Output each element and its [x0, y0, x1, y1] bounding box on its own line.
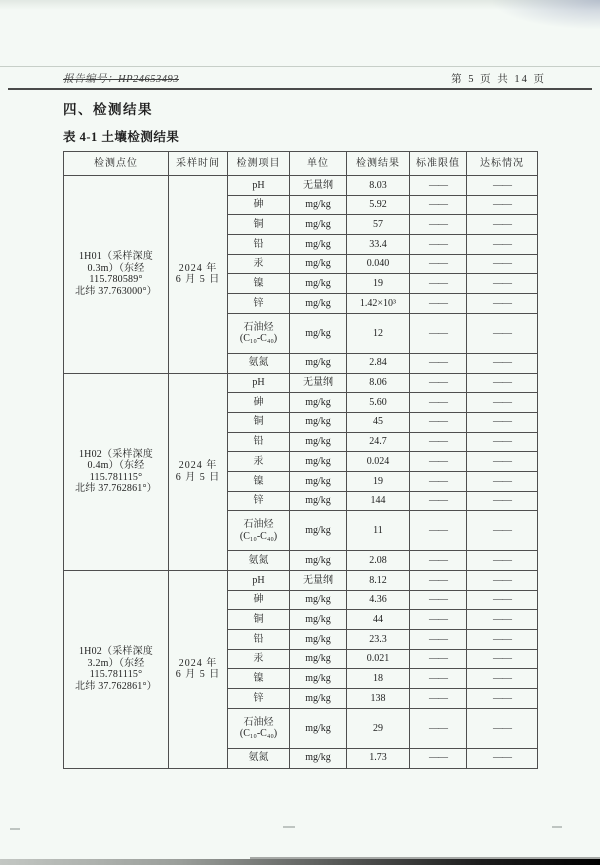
compliance-cell: ——: [467, 412, 538, 432]
compliance-cell: ——: [467, 373, 538, 393]
item-cell: 锌: [228, 491, 290, 511]
item-cell: 砷: [228, 393, 290, 413]
unit-cell: 无量纲: [290, 373, 347, 393]
result-cell: 29: [347, 708, 410, 748]
item-cell: 铜: [228, 610, 290, 630]
limit-cell: ——: [410, 412, 467, 432]
unit-cell: mg/kg: [290, 610, 347, 630]
limit-cell: ——: [410, 235, 467, 255]
limit-cell: ——: [410, 432, 467, 452]
item-cell: 铅: [228, 630, 290, 650]
limit-cell: ——: [410, 491, 467, 511]
unit-cell: mg/kg: [290, 353, 347, 373]
item-cell: pH: [228, 373, 290, 393]
compliance-cell: ——: [467, 176, 538, 196]
result-cell: 11: [347, 511, 410, 551]
unit-cell: mg/kg: [290, 294, 347, 314]
col-header-point: 检测点位: [64, 152, 169, 176]
unit-cell: mg/kg: [290, 551, 347, 571]
compliance-cell: ——: [467, 393, 538, 413]
time-line: 2024 年: [178, 657, 218, 669]
item-cell: [228, 313, 290, 353]
compliance-cell: ——: [467, 491, 538, 511]
unit-cell: mg/kg: [290, 649, 347, 669]
point-line: 115.780589°: [89, 274, 143, 286]
result-cell: 33.4: [347, 235, 410, 255]
compliance-cell: ——: [467, 748, 538, 768]
scan-speck: [552, 826, 562, 828]
limit-cell: ——: [410, 294, 467, 314]
limit-cell: ——: [410, 471, 467, 491]
item-cell: pH: [228, 571, 290, 591]
time-cell: [169, 571, 228, 769]
limit-cell: ——: [410, 649, 467, 669]
time-cell: [169, 176, 228, 374]
unit-cell: mg/kg: [290, 432, 347, 452]
item-cell: [228, 511, 290, 551]
unit-cell: mg/kg: [290, 748, 347, 768]
compliance-cell: ——: [467, 590, 538, 610]
unit-cell: mg/kg: [290, 511, 347, 551]
scan-speck: [283, 826, 295, 828]
col-header-time: 采样时间: [169, 152, 228, 176]
item-cell: 铜: [228, 412, 290, 432]
table-row: [64, 176, 538, 196]
unit-cell: mg/kg: [290, 274, 347, 294]
item-cell: 砷: [228, 195, 290, 215]
unit-cell: mg/kg: [290, 452, 347, 472]
item-cell: 氨氮: [228, 551, 290, 571]
compliance-cell: ——: [467, 610, 538, 630]
item-cell: 镍: [228, 669, 290, 689]
item-cell: pH: [228, 176, 290, 196]
item-subline: (C₁₀-C₄₀): [239, 333, 278, 345]
header-rule-main: [8, 88, 592, 90]
time-line: 2024 年: [178, 262, 218, 274]
point-cell: [64, 176, 169, 374]
item-cell: 镍: [228, 471, 290, 491]
compliance-cell: ——: [467, 452, 538, 472]
result-cell: 57: [347, 215, 410, 235]
unit-cell: mg/kg: [290, 215, 347, 235]
limit-cell: ——: [410, 353, 467, 373]
unit-cell: mg/kg: [290, 235, 347, 255]
compliance-cell: ——: [467, 294, 538, 314]
unit-cell: mg/kg: [290, 412, 347, 432]
unit-cell: 无量纲: [290, 176, 347, 196]
item-subline: (C₁₀-C₄₀): [239, 728, 278, 740]
limit-cell: ——: [410, 373, 467, 393]
compliance-cell: ——: [467, 235, 538, 255]
compliance-cell: ——: [467, 511, 538, 551]
point-line: 1H02（采样深度: [78, 448, 154, 460]
result-cell: 138: [347, 689, 410, 709]
limit-cell: ——: [410, 254, 467, 274]
item-subline: (C₁₀-C₄₀): [239, 530, 278, 542]
limit-cell: ——: [410, 195, 467, 215]
compliance-cell: ——: [467, 708, 538, 748]
time-line: 6 月 5 日: [175, 669, 221, 681]
limit-cell: ——: [410, 176, 467, 196]
item-cell: 锌: [228, 689, 290, 709]
compliance-cell: ——: [467, 649, 538, 669]
point-line: 1H01（采样深度: [78, 251, 154, 263]
result-cell: 12: [347, 313, 410, 353]
report-number: 报告编号：HP24653493: [63, 74, 179, 85]
section-title: 四、检测结果: [63, 102, 153, 117]
unit-cell: mg/kg: [290, 313, 347, 353]
limit-cell: ——: [410, 669, 467, 689]
result-cell: 5.60: [347, 393, 410, 413]
point-line: 115.781115°: [89, 471, 143, 483]
unit-cell: mg/kg: [290, 254, 347, 274]
limit-cell: ——: [410, 551, 467, 571]
item-cell: 氨氮: [228, 748, 290, 768]
compliance-cell: ——: [467, 313, 538, 353]
limit-cell: ——: [410, 708, 467, 748]
compliance-cell: ——: [467, 195, 538, 215]
item-cell: 汞: [228, 254, 290, 274]
unit-cell: mg/kg: [290, 630, 347, 650]
col-header-item: 检测项目: [228, 152, 290, 176]
item-line: 石油烃: [243, 321, 274, 333]
item-line: 石油烃: [243, 519, 274, 531]
time-cell: [169, 373, 228, 571]
limit-cell: ——: [410, 511, 467, 551]
compliance-cell: ——: [467, 630, 538, 650]
item-cell: 汞: [228, 649, 290, 669]
item-cell: [228, 708, 290, 748]
limit-cell: ——: [410, 630, 467, 650]
time-line: 2024 年: [178, 460, 218, 472]
limit-cell: ——: [410, 393, 467, 413]
result-cell: 8.12: [347, 571, 410, 591]
point-line: 3.2m）（东经: [87, 657, 145, 669]
point-line: 北纬 37.763000°）: [75, 285, 157, 297]
compliance-cell: ——: [467, 215, 538, 235]
unit-cell: 无量纲: [290, 571, 347, 591]
point-line: 北纬 37.762861°）: [75, 483, 157, 495]
unit-cell: mg/kg: [290, 708, 347, 748]
point-line: 115.781115°: [89, 669, 143, 681]
header-row: [64, 152, 538, 176]
limit-cell: ——: [410, 590, 467, 610]
unit-cell: mg/kg: [290, 669, 347, 689]
item-cell: 锌: [228, 294, 290, 314]
table-caption: 表 4-1 土壤检测结果: [63, 130, 180, 144]
item-cell: 铜: [228, 215, 290, 235]
col-header-unit: 单位: [290, 152, 347, 176]
unit-cell: mg/kg: [290, 393, 347, 413]
limit-cell: ——: [410, 689, 467, 709]
limit-cell: ——: [410, 610, 467, 630]
result-cell: 2.08: [347, 551, 410, 571]
result-cell: 45: [347, 412, 410, 432]
item-cell: 铅: [228, 432, 290, 452]
point-line: 0.4m）（东经: [87, 460, 145, 472]
result-cell: 8.06: [347, 373, 410, 393]
result-cell: 4.36: [347, 590, 410, 610]
limit-cell: ——: [410, 215, 467, 235]
result-cell: 0.040: [347, 254, 410, 274]
compliance-cell: ——: [467, 689, 538, 709]
limit-cell: ——: [410, 274, 467, 294]
unit-cell: mg/kg: [290, 195, 347, 215]
compliance-cell: ——: [467, 254, 538, 274]
limit-cell: ——: [410, 748, 467, 768]
unit-cell: mg/kg: [290, 471, 347, 491]
result-cell: 8.03: [347, 176, 410, 196]
compliance-cell: ——: [467, 669, 538, 689]
compliance-cell: ——: [467, 353, 538, 373]
unit-cell: mg/kg: [290, 590, 347, 610]
page-number: 第 5 页 共 14 页: [451, 74, 546, 85]
table-row: [64, 571, 538, 591]
result-cell: 19: [347, 471, 410, 491]
result-cell: 1.42×10³: [347, 294, 410, 314]
compliance-cell: ——: [467, 571, 538, 591]
time-line: 6 月 5 日: [175, 471, 221, 483]
time-line: 6 月 5 日: [175, 274, 221, 286]
limit-cell: ——: [410, 452, 467, 472]
point-line: 北纬 37.762861°）: [75, 680, 157, 692]
compliance-cell: ——: [467, 432, 538, 452]
result-cell: 0.024: [347, 452, 410, 472]
item-cell: 砷: [228, 590, 290, 610]
point-line: 0.3m）（东经: [87, 262, 145, 274]
result-cell: 1.73: [347, 748, 410, 768]
result-cell: 24.7: [347, 432, 410, 452]
result-cell: 2.84: [347, 353, 410, 373]
table-row: [64, 373, 538, 393]
result-cell: 23.3: [347, 630, 410, 650]
result-cell: 0.021: [347, 649, 410, 669]
limit-cell: ——: [410, 313, 467, 353]
result-cell: 19: [347, 274, 410, 294]
compliance-cell: ——: [467, 274, 538, 294]
unit-cell: mg/kg: [290, 689, 347, 709]
limit-cell: ——: [410, 571, 467, 591]
item-cell: 汞: [228, 452, 290, 472]
point-line: 1H02（采样深度: [78, 646, 154, 658]
item-line: 石油烃: [243, 716, 274, 728]
scan-smudge-corner: [490, 0, 600, 30]
point-cell: [64, 373, 169, 571]
header-rule-faint: [0, 66, 600, 67]
item-cell: 镍: [228, 274, 290, 294]
result-cell: 44: [347, 610, 410, 630]
col-header-result: 检测结果: [347, 152, 410, 176]
col-header-compliance: 达标情况: [467, 152, 538, 176]
scan-speck: [10, 828, 20, 830]
soil-results-table: [63, 151, 538, 769]
item-cell: 氨氮: [228, 353, 290, 373]
col-header-limit: 标准限值: [410, 152, 467, 176]
unit-cell: mg/kg: [290, 491, 347, 511]
item-cell: 铅: [228, 235, 290, 255]
result-cell: 5.92: [347, 195, 410, 215]
result-cell: 144: [347, 491, 410, 511]
point-cell: [64, 571, 169, 769]
compliance-cell: ——: [467, 551, 538, 571]
scan-artifact-bottom: [0, 859, 600, 865]
result-cell: 18: [347, 669, 410, 689]
compliance-cell: ——: [467, 471, 538, 491]
